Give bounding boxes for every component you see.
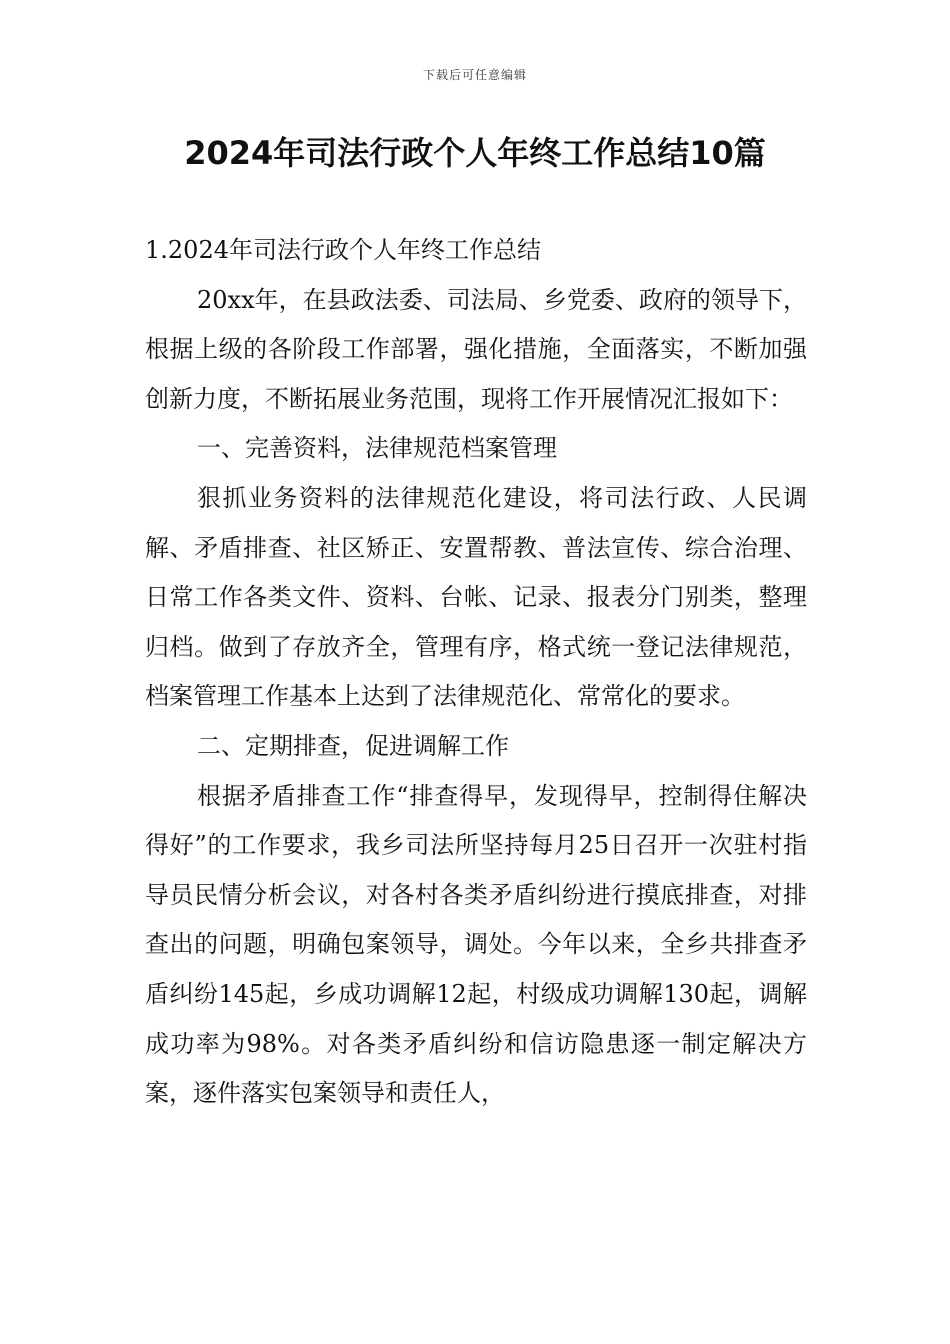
paragraph-mediation: 根据矛盾排查工作“排查得早，发现得早，控制得住解决得好”的工作要求，我乡司法所坚持每月25日召开一次驻村指导员民情分析会议，对各村各类矛盾纠纷进行摸底排查，对排查出的问题，明确包案领导，调处。今年以来，全乡共排查矛盾纠纷145起，乡成功调解12起，村级成功调解130起，调解成功率为98%。对各类矛盾纠纷和信访隐患逐一制定解决方案，逐件落实包案领导和责任人， bbox=[145, 781, 807, 1108]
section-heading-2: 二、定期排查，促进调解工作 bbox=[197, 731, 509, 760]
document-body bbox=[145, 226, 807, 1119]
paragraph-archives: 狠抓业务资料的法律规范化建设，将司法行政、人民调解、矛盾排查、社区矫正、安置帮教、普法宣传、综合治理、日常工作各类文件、资料、台帐、记录、报表分门别类，整理归档。做到了存放齐全，管理有序，格式统一登记法律规范，档案管理工作基本上达到了法律规范化、常常化的要求。 bbox=[145, 483, 807, 711]
item-title: 1.2024年司法行政个人年终工作总结 bbox=[145, 236, 541, 264]
paragraph-intro: 20xx年，在县政法委、司法局、乡党委、政府的领导下，根据上级的各阶段工作部署，强化措施，全面落实，不断加强创新力度，不断拓展业务范围，现将工作开展情况汇报如下： bbox=[145, 285, 807, 413]
document-title: 2024年司法行政个人年终工作总结10篇 bbox=[184, 134, 766, 172]
page-header-note: 下载后可任意编辑 bbox=[422, 68, 527, 82]
section-heading-1: 一、完善资料，法律规范档案管理 bbox=[197, 434, 557, 463]
